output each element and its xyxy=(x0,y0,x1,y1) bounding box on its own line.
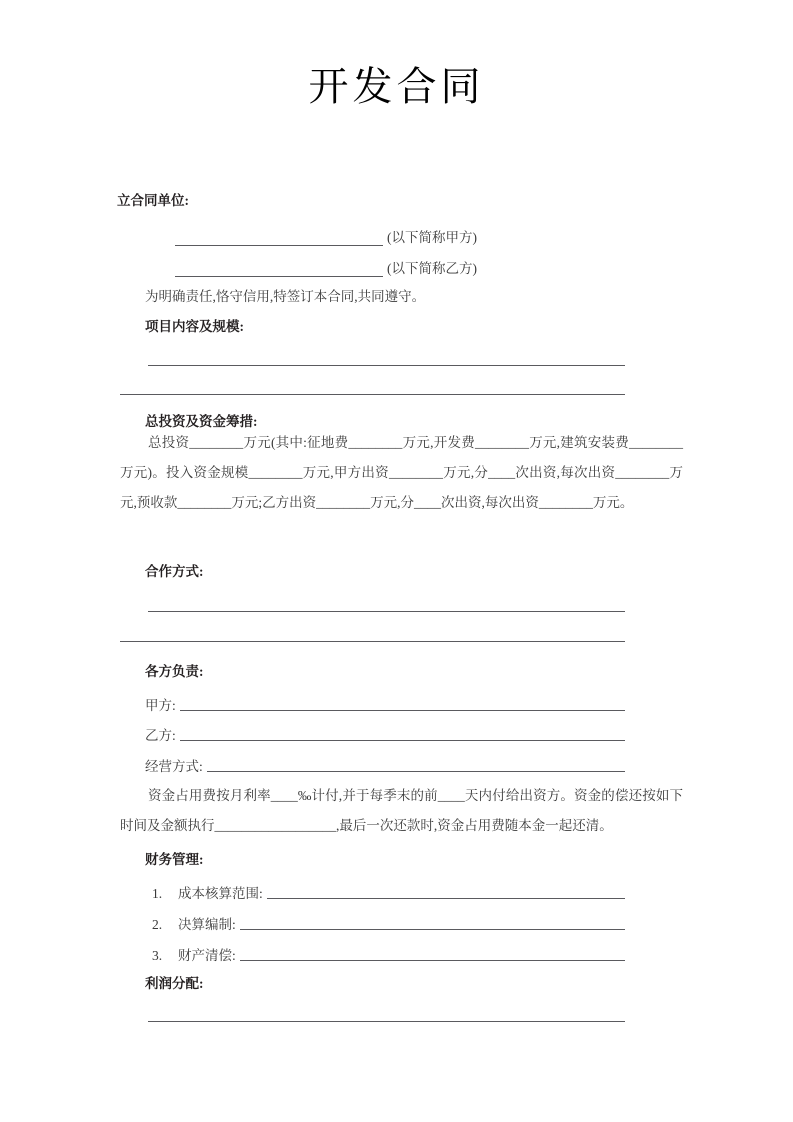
page-title: 开发合同 xyxy=(308,64,485,109)
interest-terms-body: 资金占用费按月利率____‰计付,并于每季末的前____天内付给出资方。资金的偿还按如下时间及金额执行__________________,最后一次还款时,资金占用费随本金一起还清。 xyxy=(120,788,683,833)
party-a-label: (以下简称甲方) xyxy=(387,230,477,245)
responsibility-party-a-input[interactable] xyxy=(180,710,625,711)
project-scope-line-1[interactable] xyxy=(148,365,625,366)
responsibility-party-b-input[interactable] xyxy=(180,740,625,741)
financial-item-1-input[interactable] xyxy=(267,898,625,899)
heading-profit-distribution: 利润分配: xyxy=(145,976,204,991)
heading-financial-management: 财务管理: xyxy=(145,852,204,867)
investment-body: 总投资________万元(其中:征地费________万元,开发费________万元,建筑安装费________万元)。投入资金规模________万元,甲方出资________万元,分____次出资,每次出资________万元,预收款________万元;乙方出资________万元,分____次出资,每次出资________万元。 xyxy=(120,435,683,510)
party-a-signature-row xyxy=(175,226,477,246)
profit-distribution-line-1[interactable] xyxy=(148,1021,625,1022)
responsibility-party-b-row xyxy=(145,724,625,744)
responsibility-party-b-label: 乙方: xyxy=(145,728,176,743)
heading-investment: 总投资及资金筹措: xyxy=(145,414,258,429)
preamble-text: 为明确责任,恪守信用,特签订本合同,共同遵守。 xyxy=(145,289,426,304)
financial-item-3-label: 财产清偿: xyxy=(178,948,236,963)
operation-mode-input[interactable] xyxy=(207,771,625,772)
financial-item-1-number: 1. xyxy=(152,886,163,901)
operation-mode-row xyxy=(145,755,625,775)
heading-project-scope: 项目内容及规模: xyxy=(145,319,244,334)
financial-item-1-row xyxy=(152,882,625,902)
party-b-signature-row xyxy=(175,257,477,277)
cooperation-line-1[interactable] xyxy=(148,611,625,612)
responsibility-party-a-row xyxy=(145,694,625,714)
operation-mode-label: 经营方式: xyxy=(145,759,203,774)
party-b-input[interactable] xyxy=(175,276,383,277)
party-a-input[interactable] xyxy=(175,245,383,246)
responsibility-party-a-label: 甲方: xyxy=(145,698,176,713)
financial-item-2-number: 2. xyxy=(152,917,163,932)
financial-item-1-label: 成本核算范围: xyxy=(178,886,263,901)
financial-item-3-input[interactable] xyxy=(240,960,625,961)
cooperation-line-2[interactable] xyxy=(120,641,625,642)
heading-parties: 立合同单位: xyxy=(117,193,189,208)
party-b-label: (以下简称乙方) xyxy=(387,261,477,276)
financial-item-3-number: 3. xyxy=(152,948,163,963)
heading-responsibilities: 各方负责: xyxy=(145,664,204,679)
project-scope-line-2[interactable] xyxy=(120,394,625,395)
financial-item-2-row xyxy=(152,913,625,933)
heading-cooperation: 合作方式: xyxy=(145,564,204,579)
financial-item-3-row xyxy=(152,944,625,964)
financial-item-2-input[interactable] xyxy=(240,929,625,930)
financial-item-2-label: 决算编制: xyxy=(178,917,236,932)
